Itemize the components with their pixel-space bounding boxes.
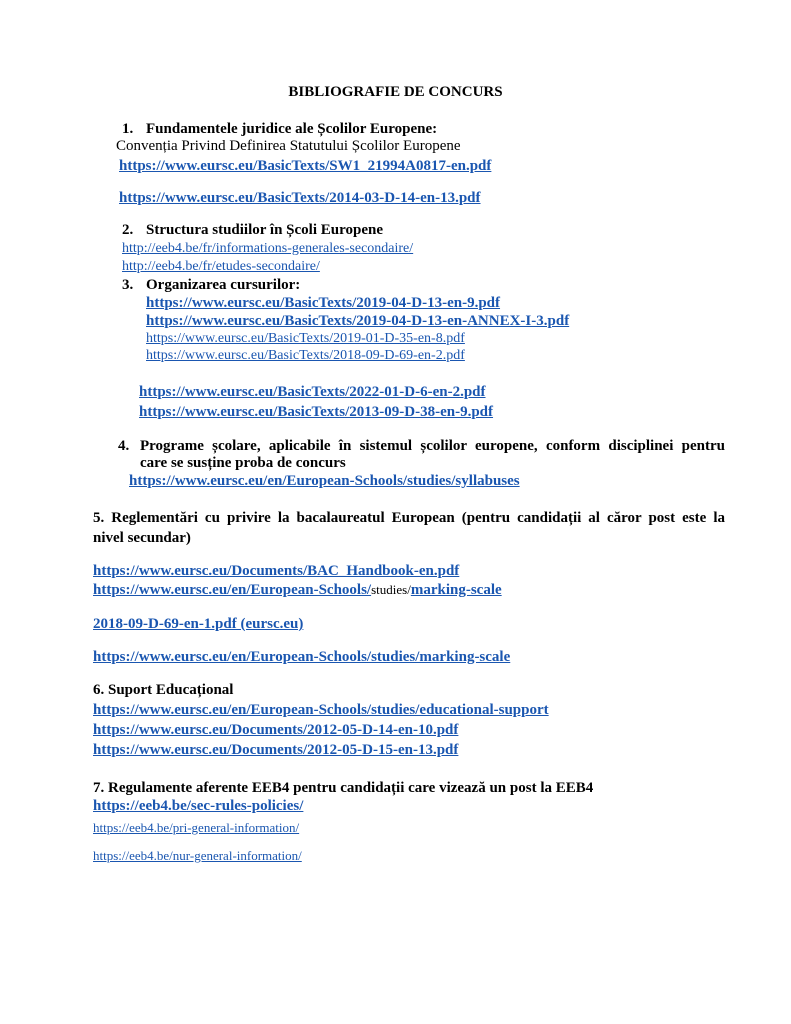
section-4-heading-line-2: care se susține proba de concurs [140, 455, 346, 471]
section-5-heading-line-2: nivel secundar) [93, 530, 191, 546]
section-3-link-2[interactable]: https://www.eursc.eu/BasicTexts/2019-04-D-13-en-ANNEX-I-3.pdf [146, 313, 570, 329]
section-5-link-4[interactable]: https://www.eursc.eu/en/European-Schools/studies/marking-scale [93, 649, 511, 665]
section-5-link-2[interactable] [93, 581, 502, 599]
section-3-link-3[interactable]: https://www.eursc.eu/BasicTexts/2019-01-D-35-en-8.pdf [146, 331, 465, 346]
section-3-number: 3. [122, 277, 134, 293]
section-5-heading-line-1: 5. Reglementări cu privire la bacalaureatul European (pentru candidații al căror post este la [93, 510, 725, 526]
section-7-heading: 7. Regulamente aferente EEB4 pentru candidații care vizează un post la EEB4 [93, 780, 594, 796]
section-1-heading: Fundamentele juridice ale Școlilor Europene: [146, 121, 438, 137]
section-2-link-2[interactable]: http://eeb4.be/fr/etudes-secondaire/ [122, 259, 320, 274]
section-7-link-3[interactable]: https://eeb4.be/nur-general-information/ [93, 848, 302, 863]
section-6-link-2[interactable]: https://www.eursc.eu/Documents/2012-05-D-14-en-10.pdf [93, 722, 459, 738]
section-3-link-5[interactable]: https://www.eursc.eu/BasicTexts/2022-01-D-6-en-2.pdf [139, 384, 486, 400]
section-3-link-6[interactable]: https://www.eursc.eu/BasicTexts/2013-09-D-38-en-9.pdf [139, 404, 494, 420]
section-3-link-1[interactable]: https://www.eursc.eu/BasicTexts/2019-04-D-13-en-9.pdf [146, 295, 501, 311]
section-2-number: 2. [122, 222, 134, 238]
section-1-number: 1. [122, 121, 134, 137]
section-7-link-1[interactable]: https://eeb4.be/sec-rules-policies/ [93, 798, 304, 814]
section-5-link-1[interactable]: https://www.eursc.eu/Documents/BAC_Handbook-en.pdf [93, 563, 460, 579]
section-7-link-2[interactable]: https://eeb4.be/pri-general-information/ [93, 820, 300, 835]
section-5-link-2-part-1[interactable]: https://www.eursc.eu/en/European-Schools/ [93, 582, 372, 598]
section-1-subheading: Convenția Privind Definirea Statutului Școlilor Europene [116, 138, 461, 154]
section-4-heading-line-1: Programe școlare, aplicabile în sistemul școlilor europene, conform disciplinei pentru [140, 438, 725, 454]
section-6-link-1[interactable]: https://www.eursc.eu/en/European-Schools/studies/educational-support [93, 702, 549, 718]
section-5-link-2-part-3[interactable]: marking-scale [410, 582, 502, 598]
section-4-number: 4. [118, 438, 130, 454]
section-1-link-2[interactable]: https://www.eursc.eu/BasicTexts/2014-03-D-14-en-13.pdf [119, 190, 481, 206]
section-3-heading: Organizarea cursurilor: [146, 277, 301, 293]
section-2-link-1[interactable]: http://eeb4.be/fr/informations-generales-secondaire/ [122, 241, 414, 256]
section-6-link-3[interactable]: https://www.eursc.eu/Documents/2012-05-D-15-en-13.pdf [93, 742, 459, 758]
section-4-link[interactable]: https://www.eursc.eu/en/European-Schools/studies/syllabuses [129, 473, 520, 489]
section-1-link-1[interactable]: https://www.eursc.eu/BasicTexts/SW1_21994A0817-en.pdf [119, 158, 492, 174]
page-title: BIBLIOGRAFIE DE CONCURS [288, 84, 503, 100]
section-5-link-2-part-2: studies/ [371, 582, 411, 597]
section-5-link-3[interactable]: 2018-09-D-69-en-1.pdf (eursc.eu) [93, 616, 304, 632]
section-3-link-4[interactable]: https://www.eursc.eu/BasicTexts/2018-09-D-69-en-2.pdf [146, 348, 465, 363]
section-6-heading: 6. Suport Educațional [93, 682, 234, 698]
section-2-heading: Structura studiilor în Școli Europene [146, 222, 383, 238]
